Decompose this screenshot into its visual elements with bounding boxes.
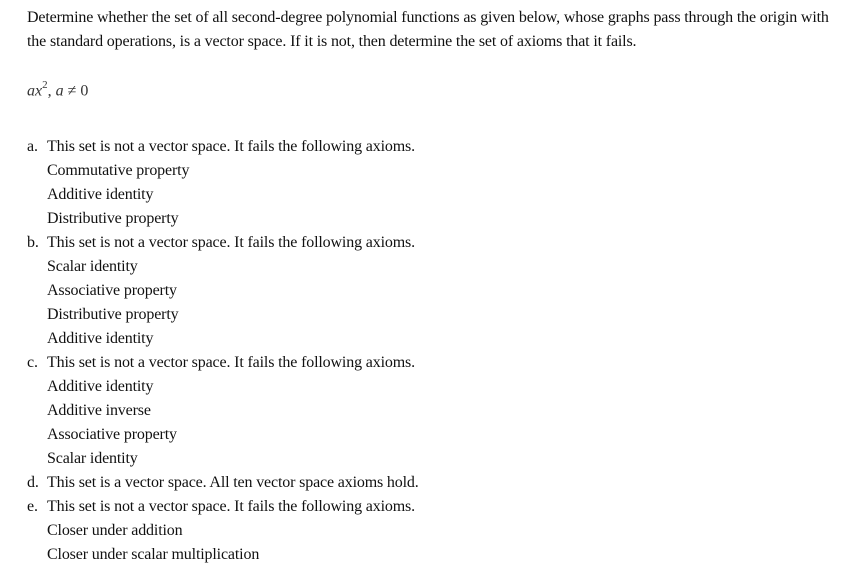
option-axiom: Associative property <box>47 426 177 443</box>
formula-separator: , <box>47 82 56 100</box>
option-c[interactable] <box>27 351 842 471</box>
formula-exponent: 2 <box>42 79 48 91</box>
option-text: This set is not a vector space. It fails the following axioms. <box>47 138 415 155</box>
option-axiom: Distributive property <box>47 306 179 323</box>
option-b[interactable] <box>27 231 842 351</box>
option-c-head <box>27 351 842 375</box>
formula-condition-op: ≠ <box>63 82 81 100</box>
question-text: Determine whether the set of all second-degree polynomial functions as given below, whose graphs pass through the origin with the standard operations, is a vector space. If it is not, then determine the set of axioms that it fails. <box>27 9 829 50</box>
option-axiom: Additive identity <box>47 186 154 203</box>
formula <box>27 74 88 103</box>
option-letter: d. <box>27 474 39 491</box>
option-letter: e. <box>27 498 38 515</box>
option-letter: c. <box>27 354 38 371</box>
option-text: This set is not a vector space. It fails the following axioms. <box>47 234 415 251</box>
option-axiom: Distributive property <box>47 210 179 227</box>
option-d[interactable] <box>27 471 842 495</box>
option-b-head <box>27 231 842 255</box>
option-axiom: Additive inverse <box>47 402 151 419</box>
formula-base: ax <box>27 82 43 100</box>
option-text: This set is not a vector space. It fails the following axioms. <box>47 354 415 371</box>
option-e[interactable] <box>27 495 842 567</box>
option-a[interactable] <box>27 135 842 231</box>
option-e-head <box>27 495 842 519</box>
option-axiom: Closer under addition <box>47 522 183 539</box>
option-axiom: Closer under scalar multiplication <box>47 546 260 563</box>
option-d-head <box>27 471 842 495</box>
option-text: This set is not a vector space. It fails the following axioms. <box>47 498 415 515</box>
option-text: This set is a vector space. All ten vector space axioms hold. <box>47 474 419 491</box>
option-letter: a. <box>27 138 38 155</box>
option-axiom: Scalar identity <box>47 258 138 275</box>
answer-options <box>27 135 842 567</box>
formula-condition-val: 0 <box>80 82 89 100</box>
option-axiom: Commutative property <box>47 162 190 179</box>
option-axiom: Additive identity <box>47 378 154 395</box>
option-axiom: Additive identity <box>47 330 154 347</box>
option-a-head <box>27 135 842 159</box>
option-axiom: Scalar identity <box>47 450 138 467</box>
formula-condition-var: a <box>55 82 64 100</box>
option-axiom: Associative property <box>47 282 177 299</box>
option-letter: b. <box>27 234 39 251</box>
